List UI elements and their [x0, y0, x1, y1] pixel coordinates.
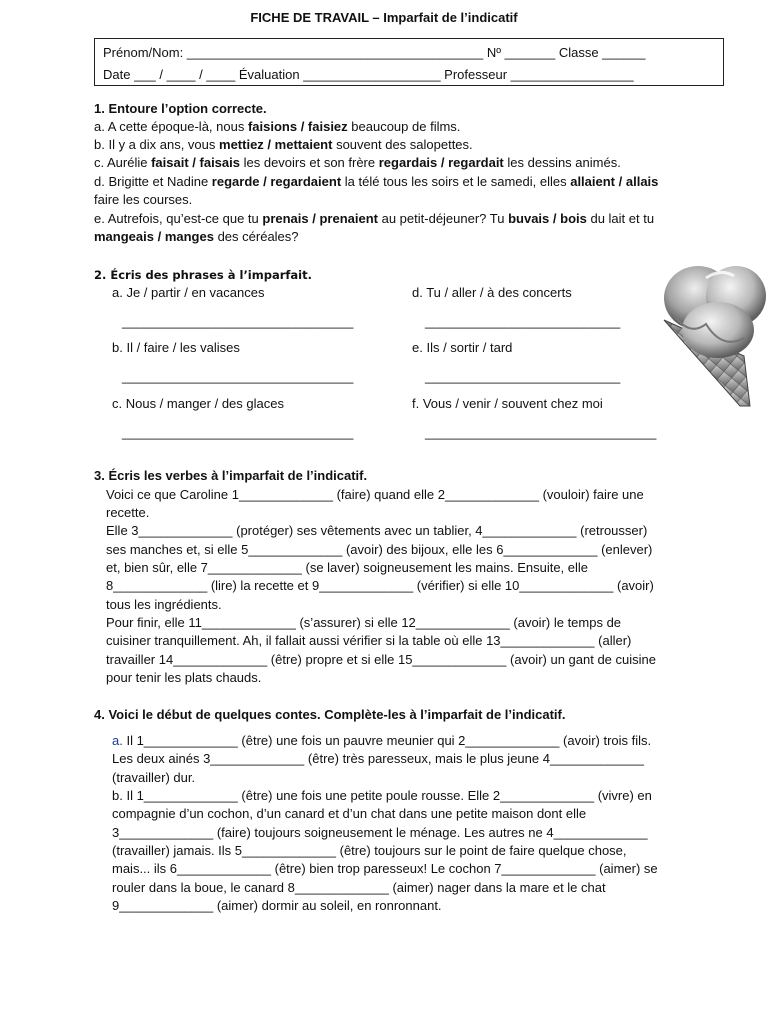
section1-item-d: d. Brigitte et Nadine regarde / regardaient la télé tous les soirs et le samedi, elles allaient / allais: [94, 174, 659, 189]
section1-item-e-cont: mangeais / manges des céréales?: [94, 229, 299, 244]
section4-line-9: rouler dans la boue, le canard 8_____________ (aimer) nager dans la mare et le chat: [112, 880, 606, 895]
answer-line-b[interactable]: ________________________________: [122, 369, 354, 384]
section4-line-7: (travailler) jamais. Ils 5_____________ (être) toujours sur le point de faire quelque chose,: [112, 843, 627, 858]
section1-item-c: c. Aurélie faisait / faisais les devoirs et son frère regardais / regardait les dessins animés.: [94, 155, 621, 170]
section4-line-5: compagnie d’un cochon, d’un canard et d’un chat dans une petite maison dont elle: [112, 806, 587, 821]
section4-line-6: 3_____________ (faire) toujours soigneusement le ménage. Les autres ne 4_____________: [112, 825, 648, 840]
section1-item-a: a. A cette époque-là, nous faisions / faisiez beaucoup de films.: [94, 119, 461, 134]
section3-line-7: tous les ingrédients.: [106, 597, 222, 612]
section2-prompt-d: d. Tu / aller / à des concerts: [412, 285, 572, 300]
section4-item-a-label: a.: [112, 733, 123, 748]
name-number-class-line: Prénom/Nom: _________________________________________ Nº _______ Classe ______: [103, 45, 646, 60]
section3-line-3: Elle 3_____________ (protéger) ses vêtements avec un tablier, 4_____________ (retrousser): [106, 523, 648, 538]
section2-title: 2. Écris des phrases à l’imparfait.: [94, 268, 312, 282]
section3-line-8: Pour finir, elle 11_____________ (s’assurer) si elle 12_____________ (avoir) le temps de: [106, 615, 622, 630]
section2-prompt-a: a. Je / partir / en vacances: [112, 285, 265, 300]
section2-prompt-c: c. Nous / manger / des glaces: [112, 396, 284, 411]
section4-line-2: Les deux ainés 3_____________ (être) très paresseux, mais le plus jeune 4_____________: [112, 751, 644, 766]
answer-line-a[interactable]: ________________________________: [122, 314, 354, 329]
section3-line-2: recette.: [106, 505, 150, 520]
worksheet-title: FICHE DE TRAVAIL – Imparfait de l’indicatif: [250, 10, 518, 25]
section3-line-6: 8_____________ (lire) la recette et 9_____________ (vérifier) si elle 10_____________ (avoir): [106, 578, 654, 593]
section3-line-1: Voici ce que Caroline 1_____________ (faire) quand elle 2_____________ (vouloir) faire une: [106, 487, 644, 502]
section3-title: 3. Écris les verbes à l’imparfait de l’indicatif.: [94, 468, 368, 483]
section1-item-e: e. Autrefois, qu’est-ce que tu prenais / prenaient au petit-déjeuner? Tu buvais / bois du lait et tu: [94, 211, 655, 226]
section1-item-b: b. Il y a dix ans, vous mettiez / mettaient souvent des salopettes.: [94, 137, 473, 152]
section4-line-10: 9_____________ (aimer) dormir au soleil, en ronronnant.: [112, 898, 442, 913]
section3-line-5: et, bien sûr, elle 7_____________ (se laver) soigneusement les mains. Ensuite, elle: [106, 560, 589, 575]
section2-prompt-f: f. Vous / venir / souvent chez moi: [412, 396, 603, 411]
section3-line-11: pour tenir les plats chauds.: [106, 670, 262, 685]
section4-item-a: a. Il 1_____________ (être) une fois un pauvre meunier qui 2_____________ (avoir) trois fils.: [112, 733, 652, 748]
section3-line-10: travailler 14_____________ (être) propre et si elle 15_____________ (avoir) un gant de cuisine: [106, 652, 656, 667]
section3-line-9: cuisiner tranquillement. Ah, il fallait aussi vérifier si la table où elle 13_____________ (aller): [106, 633, 632, 648]
answer-line-c[interactable]: ________________________________: [122, 425, 354, 440]
section2-prompt-b: b. Il / faire / les valises: [112, 340, 240, 355]
section1-title: 1. Entoure l’option correcte.: [94, 101, 267, 116]
student-info-box: [94, 38, 724, 86]
section2-prompt-e: e. Ils / sortir / tard: [412, 340, 513, 355]
answer-line-e[interactable]: ___________________________: [425, 369, 621, 384]
ice-cream-cone-icon: [636, 258, 768, 408]
section4-line-3: (travailler) dur.: [112, 770, 196, 785]
answer-line-d[interactable]: ___________________________: [425, 314, 621, 329]
section4-line-8: mais... ils 6_____________ (être) bien trop paresseux! Le cochon 7_____________ (aimer) se: [112, 861, 658, 876]
section4-title: 4. Voici le début de quelques contes. Complète-les à l’imparfait de l’indicatif.: [94, 707, 566, 722]
date-evaluation-teacher-line: Date ___ / ____ / ____ Évaluation ___________________ Professeur _________________: [103, 67, 634, 82]
section3-line-4: ses manches et, si elle 5_____________ (avoir) des bijoux, elle les 6_____________ (enlever): [106, 542, 653, 557]
section4-line-4: b. Il 1_____________ (être) une fois une petite poule rousse. Elle 2_____________ (vivre) en: [112, 788, 652, 803]
section1-item-d-cont: faire les courses.: [94, 192, 193, 207]
answer-line-f[interactable]: ________________________________: [425, 425, 657, 440]
